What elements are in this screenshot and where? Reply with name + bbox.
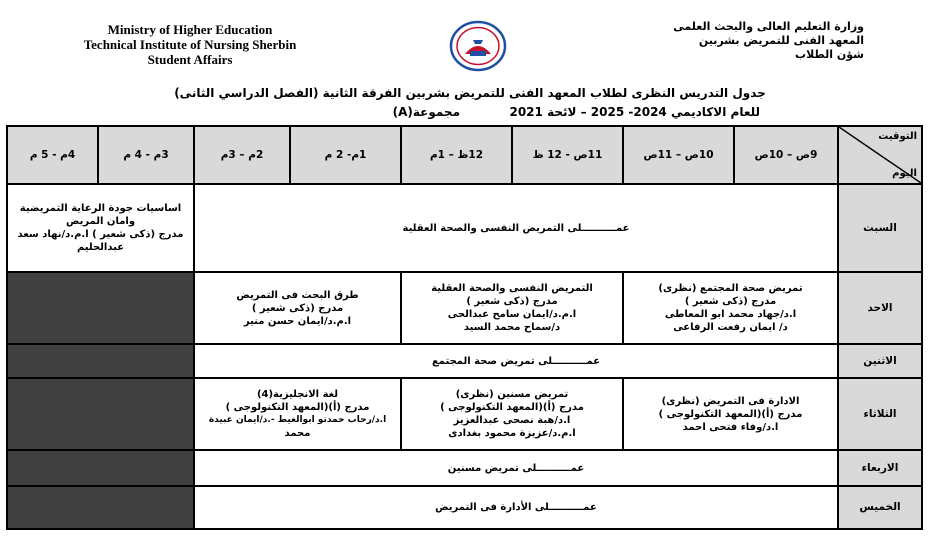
lecture-instructor: ا.م.د/ايمان حسن منير [243, 315, 352, 327]
lecture-course: تمريض صحة المجتمع (نظرى) [658, 283, 803, 294]
sunday-row [7, 272, 922, 344]
wednesday-empty-slot [7, 450, 194, 486]
day-wednesday: الاربعاء [838, 450, 922, 486]
corner-cell [838, 126, 922, 184]
time-slot-6: 2م – 3م [194, 126, 290, 184]
lecture-course: اساسيات جودة الرعاية التمريضية [19, 203, 182, 214]
corner-day-label: اليوم [892, 168, 917, 179]
lecture-instructor: ا.د/وفاء فتحى احمد [682, 421, 779, 433]
group-label: مجموعة(A) [392, 105, 460, 119]
tuesday-empty-slot [7, 378, 194, 450]
institute-logo [449, 20, 507, 72]
time-slot-3: 11ص - 12 ظ [512, 126, 623, 184]
thursday-practical: عمــــــــــلى الأدارة فى التمريض [194, 486, 838, 529]
time-slot-1: 9ص – 10ص [734, 126, 838, 184]
sunday-lecture-3 [194, 272, 401, 344]
lecture-course: الادارة فى التمريض (نظرى) [661, 395, 800, 407]
lecture-hall: مدرج (ذكى شعير ) [466, 296, 558, 307]
time-slot-7: 3م - 4 م [98, 126, 194, 184]
lecture-instructor: ا.م.د/عزيزة محمود بغدادى [448, 428, 576, 439]
lecture-hall: مدرج (أ)(المعهد التكنولوجى ) [440, 402, 584, 413]
ministry-name-ar: وزارة التعليم العالى والبحث العلمى [673, 20, 864, 33]
time-slot-2: 10ص – 11ص [623, 126, 734, 184]
schedule-table [6, 125, 923, 530]
department-name-ar: شؤن الطلاب [795, 48, 864, 61]
lecture-hall: مدرج (أ)(المعهد التكنولوجى ) [658, 408, 803, 420]
sunday-lecture-1 [623, 272, 838, 344]
lecture-course: تمريض مسنين (نظرى) [455, 389, 569, 400]
monday-practical: عمــــــــــلى تمريض صحة المجتمع [194, 344, 838, 378]
lecture-course: لغة الانجليزية(4) [256, 389, 339, 400]
tuesday-lecture-1 [623, 378, 838, 450]
corner-time-label: التوقيت [878, 131, 917, 142]
lecture-course: طرق البحث فى التمريض [236, 289, 359, 301]
wednesday-row [7, 450, 922, 486]
institute-name-ar: المعهد الفنى للتمريض بشربين [698, 34, 864, 47]
thursday-empty-slot [7, 486, 194, 529]
saturday-lecture [7, 184, 194, 272]
sunday-empty-slot [7, 272, 194, 344]
ministry-name-en: Ministry of Higher Education [107, 22, 273, 37]
time-slot-5: 1م- 2 م [290, 126, 401, 184]
time-slot-4: 12ظ – 1م [401, 126, 512, 184]
lecture-instructor: ا.د/جهاد محمد ابو المعاطى [664, 309, 797, 320]
lecture-instructor-cont: محمد [284, 428, 311, 439]
day-monday: الاثنين [838, 344, 922, 378]
saturday-practical: عمــــــــــلى التمريض النفسى والصحة العقلية [194, 184, 838, 272]
wednesday-practical: عمــــــــــلى تمريض مسنين [194, 450, 838, 486]
saturday-row [7, 184, 922, 272]
lecture-instructor-cont: عبدالحليم [76, 242, 125, 253]
day-sunday: الاحد [838, 272, 922, 344]
lecture-hall-instructor: مدرج (ذكى شعير ) ا.م.د/نهاد سعد [17, 229, 184, 240]
day-tuesday: الثلاثاء [838, 378, 922, 450]
logo-emblem-icon [449, 20, 507, 72]
lecture-course: التمريض النفسى والصحة العقلية [431, 283, 593, 294]
academic-year: للعام الاكاديمي 2024- 2025 – لائحة 2021 [509, 105, 760, 119]
day-thursday: الخميس [838, 486, 922, 529]
monday-row [7, 344, 922, 378]
header-arabic [604, 20, 864, 62]
institute-name-en: Technical Institute of Nursing Sherbin [83, 37, 297, 52]
tuesday-lecture-3 [194, 378, 401, 450]
lecture-instructor: ا.م.د/ايمان سامح عبدالحى [447, 309, 577, 320]
lecture-instructor: د/ ايمان رفعت الرفاعى [673, 322, 788, 333]
lecture-instructor: ا.د/هبة نصحى عبدالعزيز [453, 415, 571, 426]
day-saturday: السبت [838, 184, 922, 272]
header-english [40, 22, 340, 67]
tuesday-row [7, 378, 922, 450]
monday-empty-slot [7, 344, 194, 378]
tuesday-lecture-2 [401, 378, 623, 450]
time-slot-8: 4م - 5 م [7, 126, 98, 184]
time-header-row [7, 126, 922, 184]
schedule-title: جدول التدريس النظرى لطلاب المعهد الفنى للتمريض بشربين الفرقة الثانية (الفصل الدراسي الثانى) [174, 86, 766, 100]
lecture-hall: مدرج (ذكى شعير ) [251, 302, 344, 314]
lecture-hall: مدرج (أ)(المعهد التكنولوجى ) [225, 402, 370, 413]
lecture-instructor: ا.د/رحاب حمدتو ابوالغيط -.د/ايمان عبيدة [208, 415, 387, 425]
lecture-instructor: د/سماح محمد السيد [463, 322, 561, 333]
department-name-en: Student Affairs [147, 52, 233, 67]
thursday-row [7, 486, 922, 529]
lecture-course-cont: وامان المريض [65, 216, 136, 227]
sunday-lecture-2 [401, 272, 623, 344]
lecture-hall: مدرج (ذكى شعير ) [684, 296, 777, 307]
